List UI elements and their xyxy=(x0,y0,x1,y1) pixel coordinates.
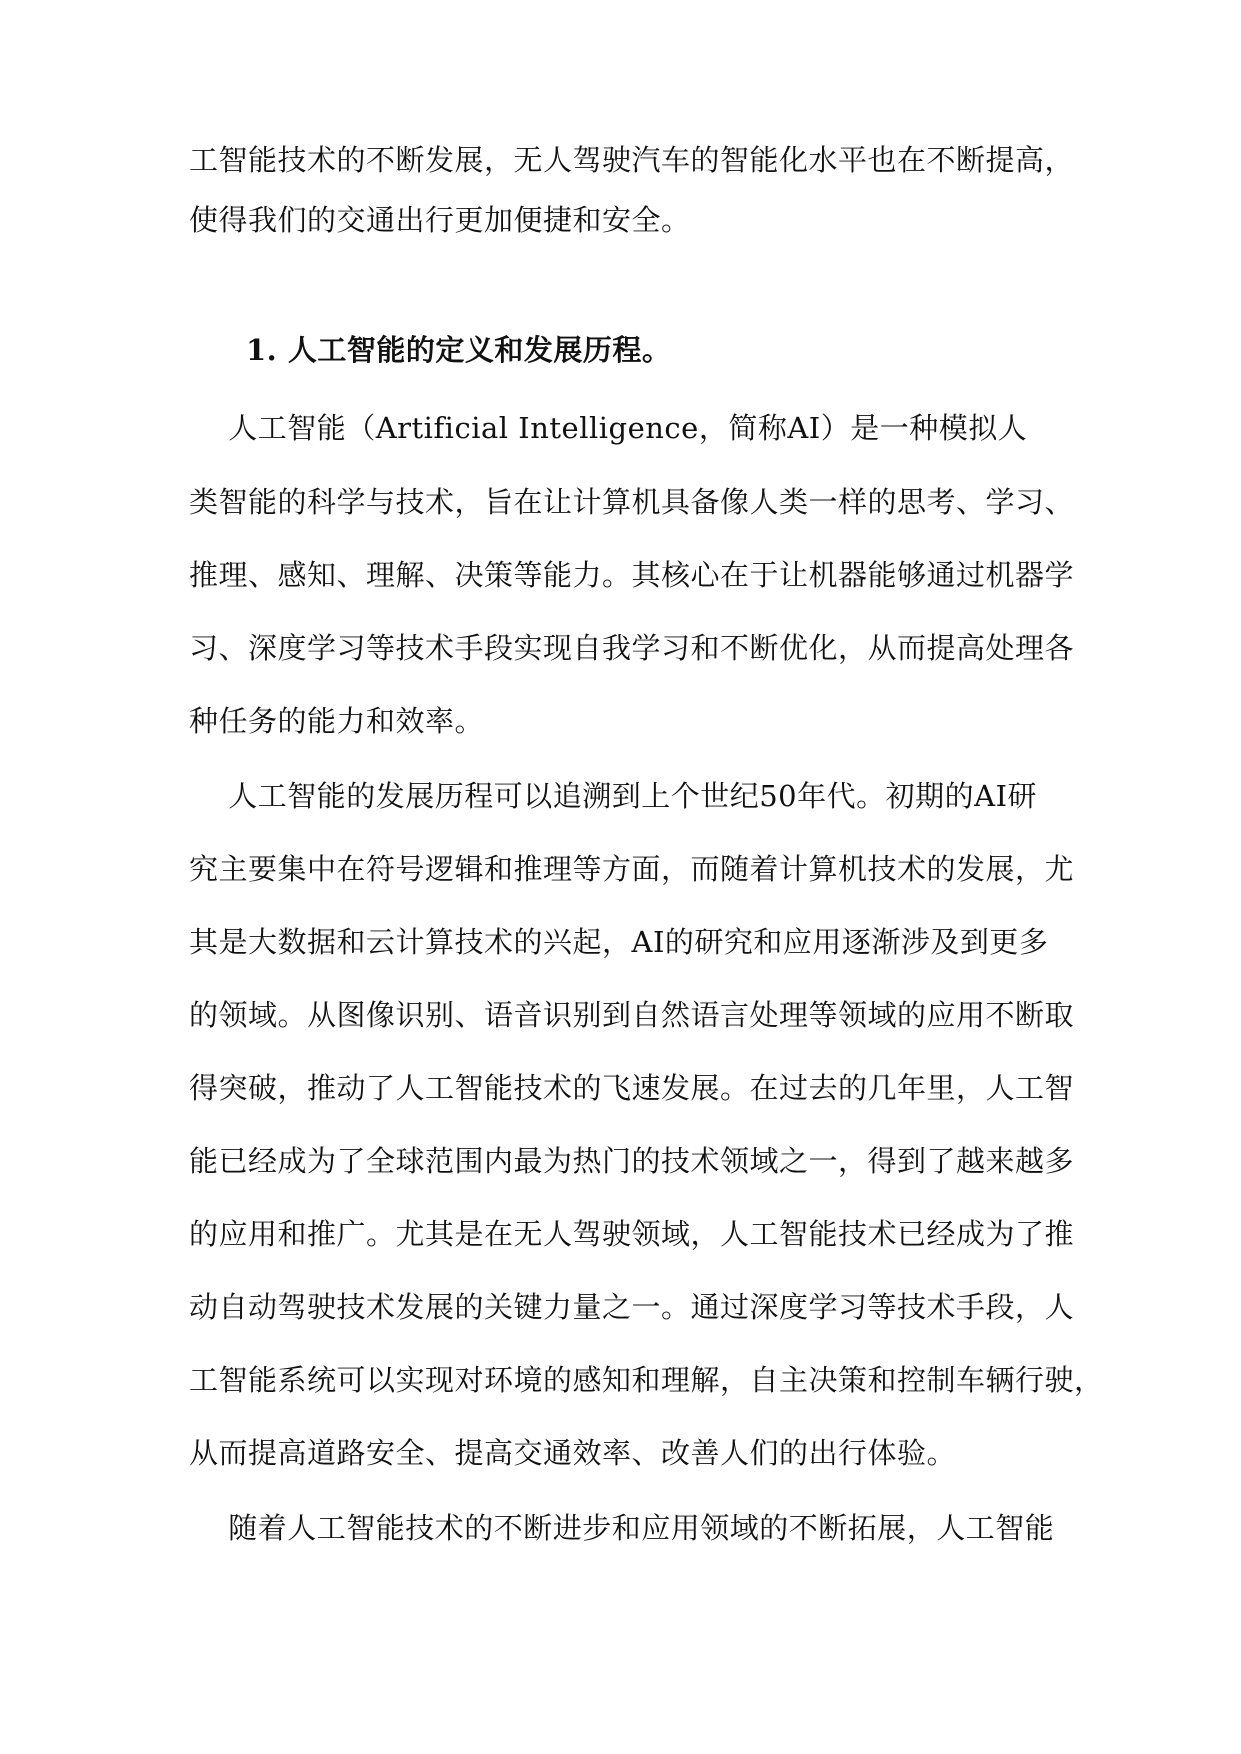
paragraph-line: 工智能技术的不断发展，无人驾驶汽车的智能化水平也在不断提高， xyxy=(189,143,1075,177)
paragraph-line: 从而提高道路安全、提高交通效率、改善人们的出行体验。 xyxy=(189,1436,957,1470)
paragraph-line: 使得我们的交通出行更加便捷和安全。 xyxy=(189,203,691,237)
paragraph-line: 推理、感知、理解、决策等能力。其核心在于让机器能够通过机器学 xyxy=(189,558,1075,592)
paragraph-line: 种任务的能力和效率。 xyxy=(189,704,485,738)
paragraph-line: 工智能系统可以实现对环境的感知和理解，自主决策和控制车辆行驶， xyxy=(189,1363,1104,1397)
paragraph-line: 得突破，推动了人工智能技术的飞速发展。在过去的几年里，人工智 xyxy=(189,1071,1075,1105)
paragraph-line: 类智能的科学与技术，旨在让计算机具备像人类一样的思考、学习、 xyxy=(189,485,1075,519)
paragraph-line: 随着人工智能技术的不断进步和应用领域的不断拓展，人工智能 xyxy=(189,1511,1055,1545)
paragraph-line: 动自动驾驶技术发展的关键力量之一。通过深度学习等技术手段，人 xyxy=(189,1290,1075,1324)
paragraph-line: 究主要集中在符号逻辑和推理等方面，而随着计算机技术的发展，尤 xyxy=(189,852,1075,886)
paragraph-line: 能已经成为了全球范围内最为热门的技术领域之一，得到了越来越多 xyxy=(189,1144,1075,1178)
paragraph-line: 人工智能的发展历程可以追溯到上个世纪50年代。初期的AI研 xyxy=(189,779,1038,813)
paragraph-line: 的领域。从图像识别、语音识别到自然语言处理等领域的应用不断取 xyxy=(189,998,1075,1032)
paragraph-line: 人工智能（Artificial Intelligence，简称AI）是一种模拟人 xyxy=(189,411,1028,445)
paragraph-line: 的应用和推广。尤其是在无人驾驶领域，人工智能技术已经成为了推 xyxy=(189,1217,1075,1251)
paragraph-line: 其是大数据和云计算技术的兴起，AI的研究和应用逐渐涉及到更多 xyxy=(189,925,1049,959)
paragraph-line: 习、深度学习等技术手段实现自我学习和不断优化，从而提高处理各 xyxy=(189,631,1075,665)
section-heading: 1. 人工智能的定义和发展历程。 xyxy=(246,333,672,367)
